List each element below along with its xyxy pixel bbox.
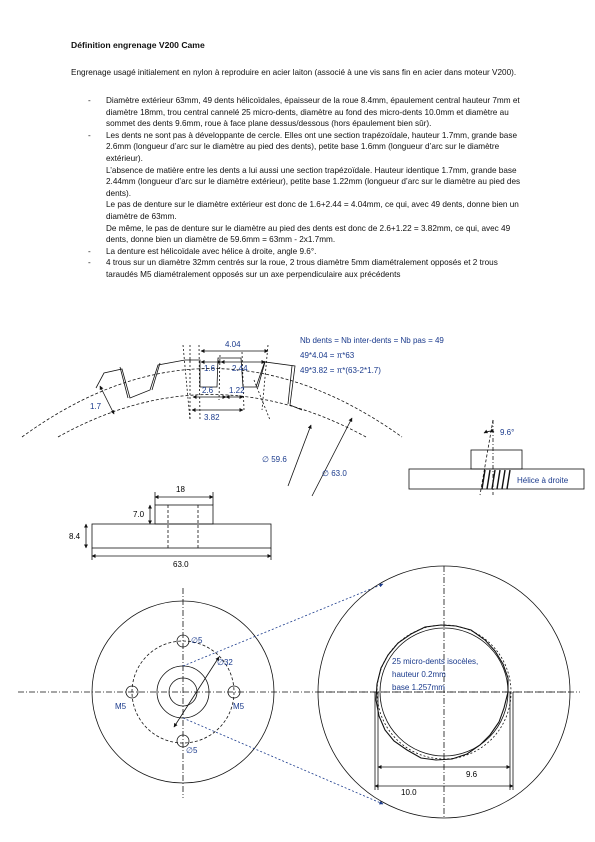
detail-leader: [183, 718, 383, 804]
dim-1.22: 1.22: [229, 386, 245, 395]
bullet-marker: -: [88, 96, 91, 105]
spec-text: L’absence de matière entre les dents a lui aussi une section trapézoïdale. Hauteur identique 1.7mm, grande base 2.44mm (longueur d’arc sur le diamètre extérieur), petite base 1.22mm (longueur d’arc sur le diamètre au pied des dents).: [106, 165, 521, 198]
side-boss: [155, 505, 213, 524]
helix-boss: [471, 450, 522, 469]
front-view: [18, 588, 580, 798]
label-hole-bottom: ∅5: [186, 746, 198, 755]
label-tap-left: M5: [115, 702, 127, 711]
spline-note: base 1.257mm: [392, 683, 445, 692]
tooth-edge: [120, 367, 128, 398]
spec-text: Diamètre extérieur 63mm, 49 dents hélicoïdales, épaisseur de la roue 8.4mm, épaulement central hauteur 7mm et diamètre 18mm, trou central cannelé 25 micro-dents, diamètre au fond des micro-dents 10.0mm et diamètre au sommet des dents 9.6mm, roue à face plane dessus/dessous (hors épaulement bien sûr).: [106, 96, 520, 129]
dim-10: 10.0: [401, 788, 417, 797]
label-tap-right: M5: [233, 702, 245, 711]
label-hole-top: ∅5: [191, 636, 203, 645]
dim-2.6: 2.6: [202, 386, 214, 395]
dim-1.7: 1.7: [90, 402, 102, 411]
tooth-edge: [288, 366, 292, 404]
spec-text: Les dents ne sont pas à développante de cercle. Elles ont une section trapézoïdale, hauteur 1.7mm, grande base 2.6mm (longueur d’arc sur le diamètre au pied des dents), petite base 1.6mm (longueur d’arc sur le diamètre extérieur).: [106, 130, 518, 163]
dim-63: 63.0: [173, 560, 189, 569]
dia-59.6: ∅ 59.6: [262, 455, 287, 464]
spec-text: 4 trous sur un diamètre 32mm centrés sur la roue, 2 trous diamètre 5mm diamétralement opposés et 2 trous taraudés M5 diamétralement opposés sur un axe perpendiculaire aux précédents: [106, 258, 498, 279]
outer-dashed-arc: [22, 369, 402, 438]
helix-teeth-hatch: [482, 470, 510, 489]
dim-18: 18: [176, 485, 185, 494]
formula-line: 49*3.82 = π*(63-2*1.7): [300, 366, 381, 375]
dim-7: 7.0: [133, 510, 145, 519]
helix-angle-label: 9.6°: [500, 428, 515, 437]
bullet-marker: -: [88, 130, 91, 140]
label-pcd: ∅32: [217, 658, 233, 667]
dim-1.6: 1.6: [204, 364, 216, 373]
dia-63: ∅ 63.0: [322, 469, 347, 478]
dim-3.82: 3.82: [204, 413, 220, 422]
formula-line: 49*4.04 = π*63: [300, 351, 355, 360]
helix-angle-arc: [484, 431, 494, 433]
spline-note: 25 micro-dents isocèles,: [392, 657, 479, 666]
page-title: Définition engrenage V200 Came: [71, 40, 205, 50]
helix-label: Hélice à droite: [517, 476, 569, 485]
dim-4.04: 4.04: [225, 340, 241, 349]
extension-line: [183, 345, 190, 420]
spline-note: hauteur 0.2mm: [392, 670, 446, 679]
leader-59.6: [288, 425, 311, 486]
spec-text: Le pas de denture sur le diamètre extérieur est donc de 1.6+2.44 = 4.04mm, ce qui, avec 49 dents, donne bien un diamètre de 63mm.: [106, 200, 519, 221]
bullet-marker: -: [88, 258, 91, 268]
formula-line: Nb dents = Nb inter-dents = Nb pas = 49: [300, 336, 444, 345]
side-view: [86, 492, 271, 560]
extension-line: [199, 345, 200, 420]
spec-text: De même, le pas de denture sur le diamètre au pied des dents est donc de 2.6+1.22 = 3.82mm, ce qui, avec 49 dents, donne bien un diamètre de 59.6mm = 63mm - 2x1.7mm.: [106, 223, 511, 245]
side-body: [92, 524, 271, 548]
spline-detail: [318, 566, 570, 818]
dim-2.44: 2.44: [232, 364, 248, 373]
dim-8.4: 8.4: [69, 532, 81, 541]
detail-leader: [183, 584, 383, 666]
tooth-edge: [152, 363, 160, 390]
dim-line-1.7: [100, 386, 114, 414]
dim-9.6: 9.6: [466, 770, 478, 779]
spec-text: La denture est hélicoïdale avec hélice à droite, angle 9.6°.: [106, 246, 317, 256]
intro-paragraph: Engrenage usagé initialement en nylon à reproduire en acier laiton (associé à une vis sans fin en acier dans moteur V200).: [71, 68, 517, 77]
leader-63: [312, 418, 352, 496]
bullet-marker: -: [88, 246, 91, 256]
